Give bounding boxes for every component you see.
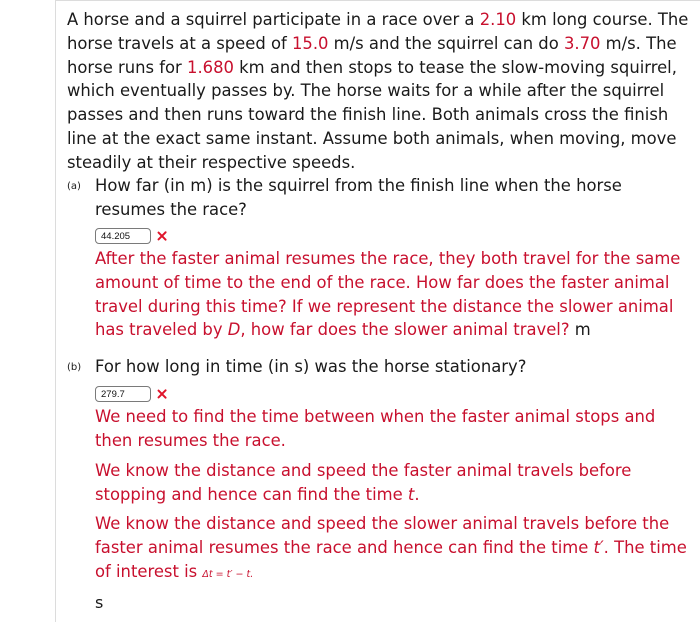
incorrect-icon — [157, 231, 167, 241]
part-b-answer-input[interactable]: 279.7 — [95, 386, 151, 402]
part-a-label: (a) — [67, 181, 81, 192]
part-b-unit: s — [95, 593, 104, 612]
incorrect-icon — [157, 389, 167, 399]
part-b-hint-3: We know the distance and speed the slower animal travels before the faster animal resumes the race and hence can find the time t′. The time of interest is Δt = t′ − t. — [95, 514, 687, 581]
horse-speed-value: 15.0 — [291, 33, 329, 53]
part-a-hint: After the faster animal resumes the race, they both travel for the same amount of time to the end of the race. How far does the faster animal travel during this time? If we represent the distance the slower animal has traveled by D, how far does the slower animal travel? m — [95, 249, 681, 340]
part-b-hint-2: We know the distance and speed the faster animal travels before stopping and hence can find the time t. — [95, 461, 632, 504]
part-b-answer-row — [95, 386, 167, 402]
part-b-label: (b) — [67, 362, 82, 373]
problem-statement: A horse and a squirrel participate in a race over a 2.10 km long course. The horse travels at a speed of 15.0 m/s and the squirrel can do 3.70 m/s. The horse runs for 1.680 km and then stops to tease the slow-moving squirrel, which eventually passes by. The horse waits for a while after the squirrel passes and then runs toward the finish line. Both animals cross the finish line at the exact same instant. Assume both animals, when moving, move steadily at their respective speeds. — [67, 10, 689, 172]
delta-t-formula: Δt = t′ − t. — [202, 568, 254, 580]
part-b-hint-1: We need to find the time between when the faster animal stops and then resumes the race. — [95, 407, 656, 450]
part-a-question: How far (in m) is the squirrel from the finish line when the horse resumes the race? — [95, 176, 622, 219]
distance-value: 2.10 — [479, 10, 517, 29]
horse-run-value: 1.680 — [187, 57, 234, 77]
part-a-answer-input[interactable]: 44.205 — [95, 228, 151, 244]
part-a-unit: m — [574, 320, 591, 340]
part-a-answer-row — [95, 228, 167, 244]
squirrel-speed-value: 3.70 — [563, 33, 601, 53]
part-b-question: For how long in time (in s) was the horse stationary? — [95, 357, 527, 376]
